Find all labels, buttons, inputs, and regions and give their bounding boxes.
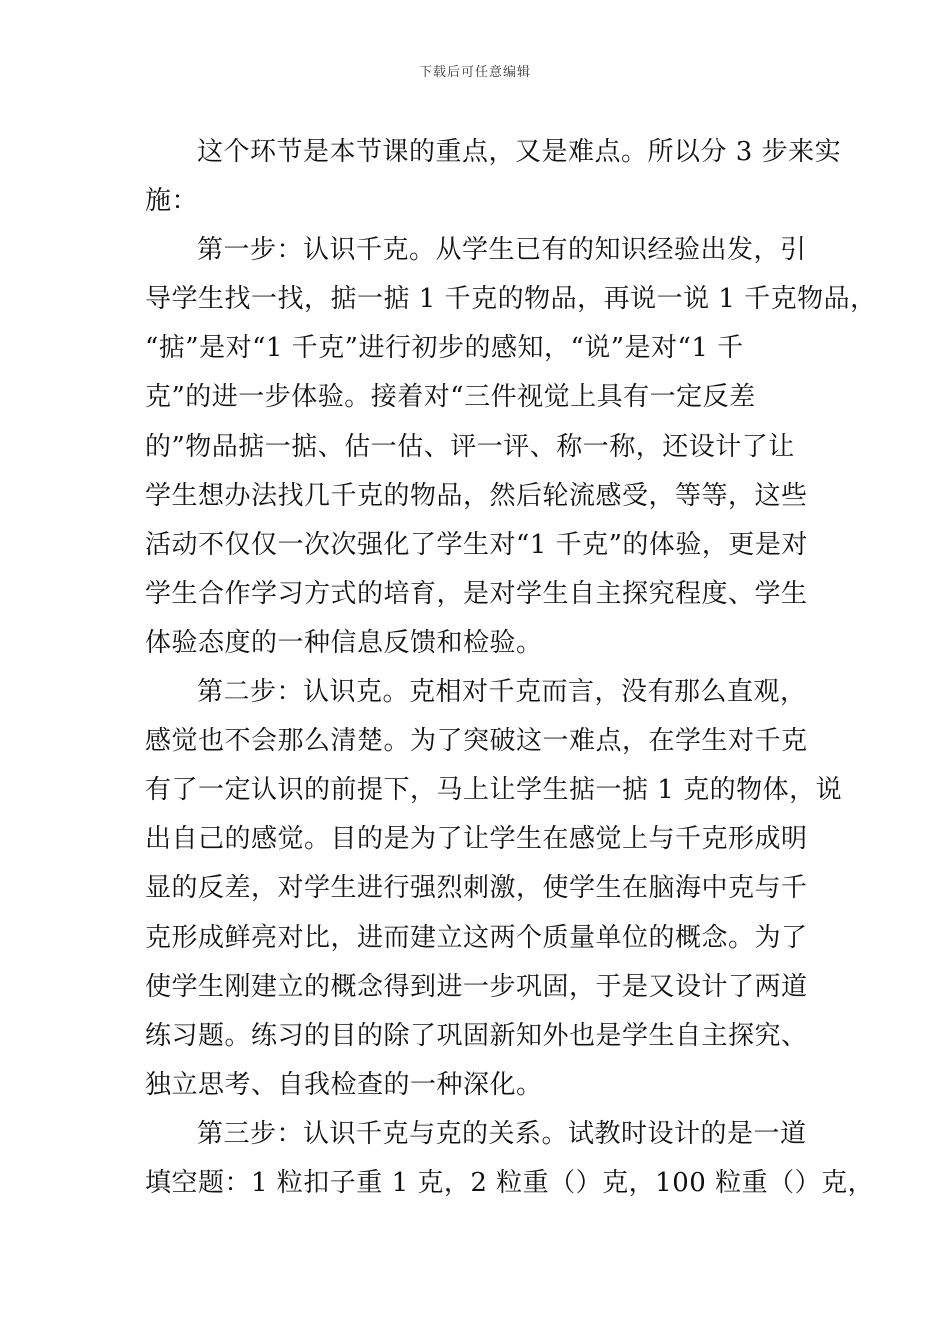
paragraph-line: 练习题。练习的目的除了巩固新知外也是学生自主探究、	[145, 1020, 808, 1051]
paragraph-line: 独立思考、自我检查的一种深化。	[145, 1069, 543, 1100]
paragraph-line: 这个环节是本节课的重点，又是难点。所以分 3 步来实	[197, 137, 842, 167]
page-header: 下载后可任意编辑	[418, 65, 531, 80]
document-body	[145, 128, 877, 1208]
paragraph-line: 填空题：1 粒扣子重 1 克，2 粒重（）克，100 粒重（）克，	[145, 1167, 875, 1198]
paragraph-line: 显的反差，对学生进行强烈刺激，使学生在脑海中克与千	[145, 873, 808, 904]
paragraph-line: 感觉也不会那么清楚。为了突破这一难点，在学生对千克	[145, 726, 808, 757]
paragraph-line: 的”物品掂一掂、估一估、评一评、称一称，还设计了让	[145, 431, 795, 462]
paragraph-line: 使学生刚建立的概念得到进一步巩固，于是又设计了两道	[145, 971, 808, 1002]
paragraph-line: 第一步：认识千克。从学生已有的知识经验出发，引	[197, 235, 807, 266]
paragraph-line: 活动不仅仅一次次强化了学生对“1 千克”的体验，更是对	[145, 529, 808, 560]
paragraph-line: 克形成鲜亮对比，进而建立这两个质量单位的概念。为了	[145, 922, 808, 953]
paragraph-line: 体验态度的一种信息反馈和检验。	[145, 627, 543, 658]
paragraph-line: 施：	[145, 186, 199, 217]
paragraph-line: 学生合作学习方式的培育，是对学生自主探究程度、学生	[145, 578, 808, 609]
paragraph-line: 克”的进一步体验。接着对“三件视觉上具有一定反差	[145, 382, 756, 413]
paragraph-line: 出自己的感觉。目的是为了让学生在感觉上与千克形成明	[145, 824, 808, 855]
paragraph-line: 第三步：认识千克与克的关系。试教时设计的是一道	[197, 1118, 807, 1149]
paragraph-line: 导学生找一找，掂一掂 1 千克的物品，再说一说 1 千克物品，	[145, 284, 877, 315]
paragraph-line: 有了一定认识的前提下，马上让学生掂一掂 1 克的物体，说	[145, 775, 843, 806]
paragraph-line: 学生想办法找几千克的物品，然后轮流感受，等等，这些	[145, 480, 808, 511]
paragraph-line: 第二步：认识克。克相对千克而言，没有那么直观，	[197, 677, 807, 708]
paragraph-line: “掂”是对“1 千克”进行初步的感知，“说”是对“1 千	[145, 333, 744, 364]
